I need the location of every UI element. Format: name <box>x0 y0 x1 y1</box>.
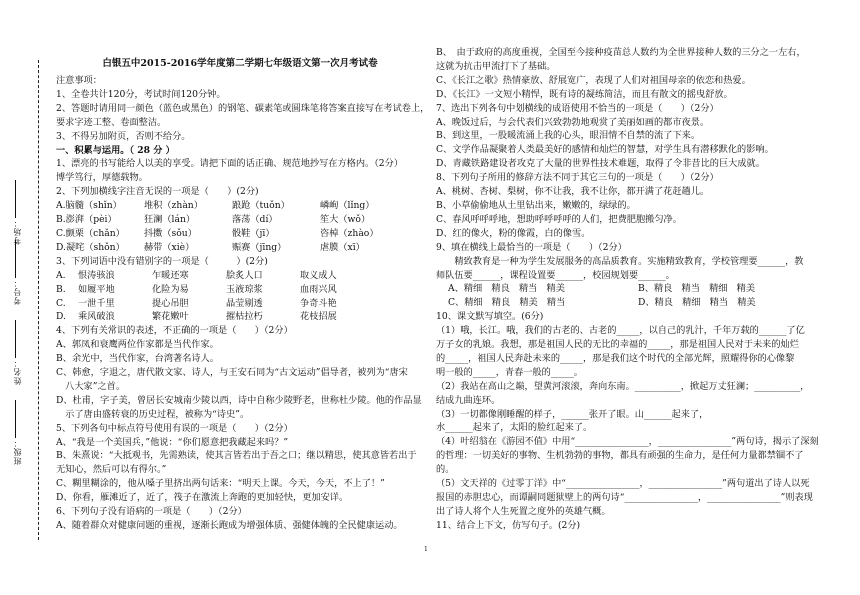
question-10-line: 报国的赤胆忠心，而谭嗣同题狱壁上的两句诗“________________，________________”则表现 <box>436 492 813 503</box>
question-8-stem: 8、下列句子所用的修辞方法不同于其它三句的一项是（ ）（2分） <box>436 172 719 184</box>
question-7-option: A、晚饭过后，与会代表们兴致勃勃地观赏了美丽如画的都市夜景。 <box>436 116 710 128</box>
question-10-line: （3）一切都像刚睡醒的样子，______张开了眼。山______起来了， <box>436 408 709 420</box>
question-4-stem: 4、下列有关常识的表述，不正确的一项是（ ）（2分） <box>56 325 293 337</box>
question-7-option: B、到这里，一股暖流涌上我的心头，眼泪情不自禁的流了下来。 <box>436 130 701 142</box>
question-10-line: 的。 <box>436 464 455 476</box>
question-9-option-c: C、精细 精良 精美 精当 <box>448 297 566 309</box>
question-5-option: C、糊里糊涂的，他从嗓子里挤出两句话来：“明天上课。今天，今天，不上了！” <box>56 478 385 490</box>
note-item: 2、答题时请用同一颜色（蓝色或黑色）的钢笔、碳素笔或圆珠笔将答案直接写在考试卷上， <box>56 102 430 114</box>
question-8-option: A、桃树、杏树、梨树，你不让我，我不让你，都开满了花赶趟儿。 <box>436 186 710 198</box>
question-6-option: C、《长江之歌》热情豪放、舒展宽广，表现了人们对祖国母亲的依恋和热爱。 <box>436 74 751 86</box>
section-heading: 一、积累与运用。（ 28 分 ） <box>56 144 175 156</box>
note-item: 1、全卷共计120分，考试时间120分钟。 <box>56 88 226 100</box>
question-3-option-c: C. 一泄千里 提心吊胆 晶莹剔透 争奇斗艳 <box>56 297 337 309</box>
class-field: 班级： <box>12 400 23 465</box>
question-5-stem: 5、下列各句中标点符号使用有误的一项是（ ）（2分） <box>56 422 293 434</box>
notes-heading: 注意事项： <box>56 75 102 86</box>
question-9-text: 精致教育是一种为学生发展服务的高品质教育。实施精致教育，学校管理要______，教 <box>436 255 804 267</box>
question-4-option: 八大家”之首。 <box>56 380 126 392</box>
question-1-stem: 1、漂亮的书写能给人以美的享受。请把下面的话正确、规范地抄写在方格内。（2分） <box>56 158 404 170</box>
question-6-option: D、《长江》一文短小精悍，既有诗的凝练简洁，而且有散文的摇曳舒放。 <box>436 88 733 100</box>
question-3-option-a: A. 恨涛骇浪 乍暖还寒 脍炙人口 取义成人 <box>56 269 337 281</box>
question-9-options-row <box>436 296 836 310</box>
question-10-stem: 10、课文默写填空。(6分) <box>436 311 544 323</box>
question-9-option-a: A、精细 精良 精当 精美 <box>448 283 565 295</box>
question-10-line: （5）文天祥的《过零丁洋》中“________________，________________”两句道出了诗人以死 <box>436 478 810 490</box>
question-8-option: D、红的像火，粉的像霞，白的像雪。 <box>436 227 591 239</box>
question-10-line: （1）哦，长江。哦，我们的古老的、古老的_____，以自己的乳汁，千年万载的______了亿 <box>436 325 805 337</box>
question-9-option-b: B、精良 精当 精细 精美 <box>638 283 756 295</box>
question-5-option: D、你看，雁滩近了，近了，筏子在激流上奔跑的更加轻快，更加安详。 <box>56 492 349 504</box>
question-4-option: D、杜甫，字子美，曾居长安城南少陵以西，诗中自称少陵野老，世称杜少陵。他的作品显 <box>56 394 422 406</box>
question-10-line: 结成九曲连环。 <box>436 394 501 406</box>
question-4-option: A、郭凤和衰鹰两位作家都是当代作家。 <box>56 339 219 351</box>
question-5-option: 无知心，然后可以有得尔。” <box>56 464 167 476</box>
question-8-option: B、小草偷偷地从土里钻出来，嫩嫩的，绿绿的。 <box>436 199 636 211</box>
question-5-option: A、“我是一个美国兵，”他说：“你们愿意把我藏起来吗？” <box>56 436 289 448</box>
question-2-option-a: A.脑髓（shǐn） 堆积（zhàn） 踉跄（tuǒn） 嶙峋（lǐng） <box>56 200 375 212</box>
exam-title: 白银五中2015-2016学年度第二学期七年级语文第一次月考试卷 <box>102 58 378 69</box>
question-6-option: B、 由于政府的高度重视，全国至今接种疫苗总人数约为全世界接种人数的三分之一左右， <box>436 47 806 58</box>
question-1-text: 博学笃行，厚德载物。 <box>56 172 148 184</box>
note-item: 3、不得另加附页，否则不给分。 <box>56 130 191 142</box>
question-6-option: 这就为抗击甲流打下了基础。 <box>436 60 556 72</box>
question-9-text: 师队伍要______，课程设置要______，校园规划要______。 <box>436 269 675 281</box>
question-10-line: （2）我站在高山之巅，望黄河滚滚，奔向东南。__________，掀起万丈狂澜；__________， <box>436 380 810 392</box>
question-9-option-d: D、精良 精细 精当 精美 <box>638 297 756 309</box>
question-5-option: B、朱熹说：“大抵观书，先需熟读，使其言皆若出于吾之口；继以精思，使其意皆若出于 <box>56 450 417 462</box>
question-3-stem: 3、下列词语中没有错别字的一项是（ ）(2分) <box>56 255 268 267</box>
question-11-stem: 11、结合上下文，仿写句子。(2分) <box>436 519 581 531</box>
name-field: 姓名： <box>12 320 23 385</box>
question-2-option-c: C.颤栗（chǎn） 抖擞（sǒu） 骰鞋（jī） 咨棹（zhào） <box>56 227 379 239</box>
question-10-line: 水______起来了，太阳的脸红起来了。 <box>436 422 593 434</box>
question-9-stem: 9、填在横线上最恰当的一项是（ ）（2分） <box>436 241 627 253</box>
question-4-option: C、韩愈，字退之，唐代散文家、诗人，与王安石同为“古文运动”倡导者，被列为“唐宋 <box>56 367 408 379</box>
exam-room-field: 考场： <box>12 180 23 245</box>
question-10-line: 的_____，祖国人民奔赴未来的_____，那是我们这个时代的全部光辉，照耀得你的心像黎 <box>436 352 795 364</box>
left-column <box>56 74 430 533</box>
right-column <box>436 46 836 533</box>
question-2-option-d: D.凝咤（shǒn） 赫带（xiè） 赈赛（jīng） 虐膜（xī） <box>56 241 365 253</box>
question-8-option: C、春风呼呼呼地，想助呼呼呼呼的人们，把费肥胞搬匀净。 <box>436 213 682 225</box>
question-6-stem: 6、下列句子没有语病的一项是（ ）（2分） <box>56 506 247 518</box>
binding-margin <box>0 0 55 595</box>
question-9-options-row <box>436 282 836 296</box>
question-6-option: A、随着群众对健康问题的重视，逐渐长跑成为增强体质、强健体魄的全民健康运动。 <box>56 520 403 531</box>
question-7-option: C、文学作品凝聚着人类最美好的感情和灿烂的智慧，对学生具有潜移默化的影响。 <box>436 144 774 156</box>
question-10-line: 万子女的乳娘。我想，那是祖国人民的无比的幸福的_____，那是祖国人民对于未来的灿烂 <box>436 339 799 351</box>
question-7-option: D、青藏铁路建设者攻克了大量的世界性技术难题，取得了令非昔比的巨大成就。 <box>436 158 765 170</box>
question-4-option: 示了唐由盛转衰的历史过程，被称为“诗史”。 <box>56 408 250 420</box>
exam-number-field: 考号： <box>12 240 23 305</box>
page-number: 1 <box>424 546 428 553</box>
question-10-line: （4）叶绍翁在《游园不值》中用“________________，________________”两句诗，揭示了深刻 <box>436 436 819 448</box>
question-10-line: 的哲理：一切美好的事物、生机勃勃的事物，都具有顽强的生命力，是任何力量都禁锢不了 <box>436 450 804 462</box>
question-3-option-b: B. 如履平地 化险为易 玉液琼浆 血雨兴风 <box>56 283 337 295</box>
question-10-line: 明一般的_____，青春一般的_____。 <box>436 366 583 378</box>
binding-dashed-line <box>38 60 39 540</box>
question-2-stem: 2、下列加横线字注音无误的一项是（ ）(2分) <box>56 186 259 198</box>
question-10-line: 出了诗人将个人生死置之度外的英雄气概。 <box>436 505 611 517</box>
question-3-option-d: D. 乘风破浪 繁花嫩叶 摧枯拉朽 花枝招展 <box>56 311 337 323</box>
question-7-stem: 7、选出下列各句中划横线的成语使用不恰当的一项是（ ）（2分） <box>436 102 719 114</box>
note-item: 要求字迹工整、卷面整洁。 <box>56 116 167 128</box>
question-2-option-b: B.澎湃（pèi） 狂澜（lán） 落荡（dí） 笙大（wǒ） <box>56 214 371 226</box>
question-4-option: B、余光中，当代作家，台湾著名诗人。 <box>56 353 219 365</box>
